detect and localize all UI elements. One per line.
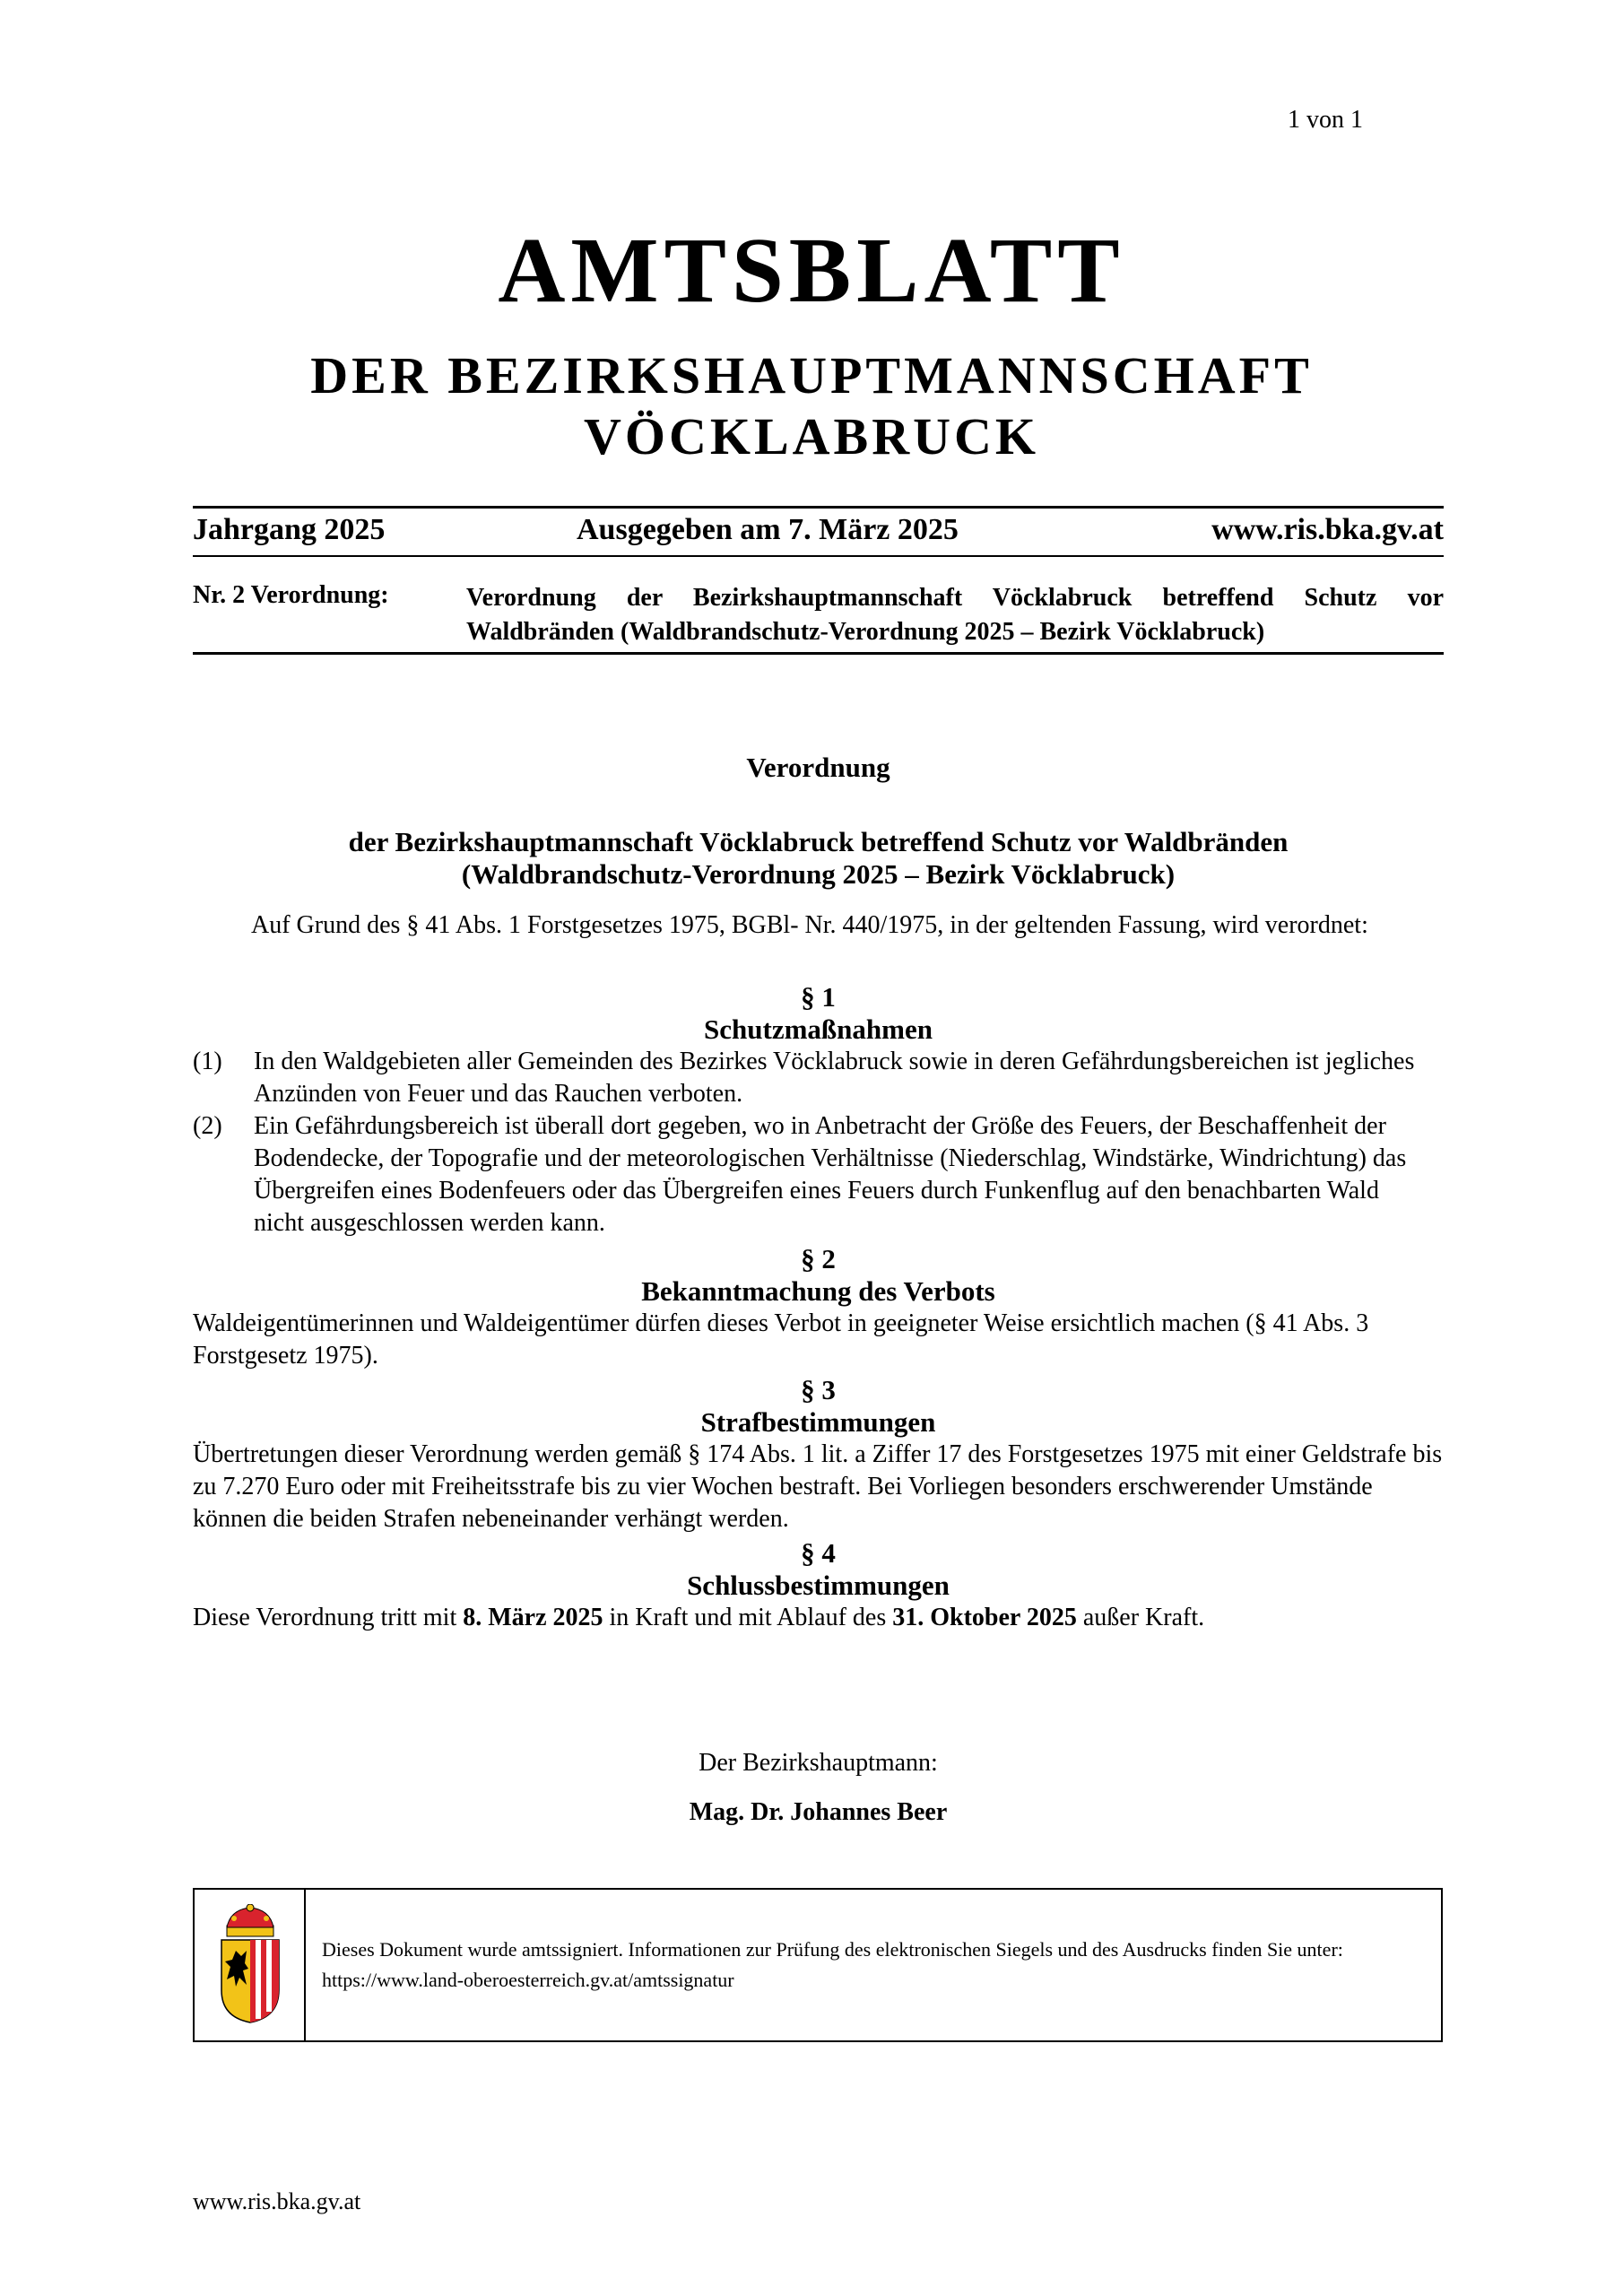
section-3-text: Übertretungen dieser Verordnung werden gemäß § 174 Abs. 1 lit. a Ziffer 17 des Forstgesetzes 1975 mit einer Geldstrafe bis zu 7.270 Euro oder mit Freiheitsstrafe bis zu vier Wochen bestraft. Bei Vorliegen besonders erschwerender Umstände können die beiden Strafen nebeneinander verhängt werden. — [193, 1440, 1443, 1533]
seal-text: Dieses Dokument wurde amtssigniert. Informationen zur Prüfung des elektronischen Siegels und des Ausdrucks finden Sie unter: https://www.land-oberoesterreich.gv.at/amtssignatur — [322, 1938, 1343, 1991]
section-4-text-middle: in Kraft und mit Ablauf des — [603, 1604, 893, 1631]
signature-title: Der Bezirkshauptmann: — [699, 1749, 938, 1777]
footer-link[interactable]: www.ris.bka.gv.at — [193, 2188, 361, 2214]
section-4-title: Schlussbestimmungen — [687, 1570, 950, 1601]
toc-label: Nr. 2 Verordnung: — [193, 581, 389, 609]
section-2-number: § 2 — [801, 1243, 836, 1274]
section-4-number: § 4 — [801, 1537, 836, 1569]
end-date: 31. Oktober 2025 — [892, 1604, 1077, 1631]
document-subheading — [193, 826, 1444, 891]
document-subheading-line1: der Bezirkshauptmannschaft Vöcklabruck betreffend Schutz vor Waldbränden — [348, 826, 1289, 857]
item-number: (2) — [193, 1112, 222, 1140]
official-seal-box — [193, 1888, 1443, 2042]
toc-entry: Verordnung der Bezirkshauptmannschaft Vöcklabruck betreffend Schutz vor Waldbränden (Waldbrandschutz-Verordnung 2025 – Bezirk Vöcklabruck) — [466, 584, 1444, 646]
header-rule-top — [193, 506, 1444, 509]
section-3-number: § 3 — [801, 1374, 836, 1405]
masthead-title: AMTSBLATT — [498, 219, 1125, 322]
header-rule-bottom — [193, 652, 1444, 655]
document-heading: Verordnung — [746, 752, 890, 783]
section-2-title: Bekanntmachung des Verbots — [641, 1275, 995, 1307]
masthead-subtitle — [0, 345, 1623, 467]
issue-info-row — [193, 513, 1444, 549]
header-rule-middle — [193, 555, 1444, 557]
item-number: (1) — [193, 1048, 222, 1075]
section-4-text-after: außer Kraft. — [1076, 1604, 1205, 1631]
issue-site-link[interactable]: www.ris.bka.gv.at — [1211, 513, 1444, 546]
start-date: 8. März 2025 — [463, 1604, 603, 1631]
upper-austria-coat-of-arms-icon — [214, 1904, 286, 2026]
document-subheading-line2: (Waldbrandschutz-Verordnung 2025 – Bezirk Vöcklabruck) — [461, 858, 1176, 890]
signature-name: Mag. Dr. Johannes Beer — [689, 1798, 948, 1826]
section-3-title: Strafbestimmungen — [700, 1406, 936, 1438]
page-number: 1 von 1 — [1288, 106, 1363, 134]
section-4-text-before: Diese Verordnung tritt mit — [193, 1604, 464, 1631]
masthead-subtitle-line1: DER BEZIRKSHAUPTMANNSCHAFT — [310, 346, 1313, 404]
issue-year: Jahrgang 2025 — [193, 513, 386, 546]
issue-date: Ausgegeben am 7. März 2025 — [577, 513, 959, 546]
item-text: Ein Gefährdungsbereich ist überall dort gegeben, wo in Anbetracht der Größe des Feuers, der Beschaffenheit der Bodendecke, der Topografie und der meteorologischen Verhältnisse (Niederschlag, Windstärke, Windrichtung) das Übergreifen eines Bodenfeuers oder das Übergreifen eines Feuers durch Funkenflug auf den benachbarten Wald nicht ausgeschlossen werden kann. — [254, 1112, 1407, 1237]
masthead-subtitle-line2: VÖCKLABRUCK — [583, 407, 1040, 465]
item-text: In den Waldgebieten aller Gemeinden des Bezirkes Vöcklabruck sowie in deren Gefährdungsbereichen ist jegliches Anzünden von Feuer und das Rauchen verboten. — [254, 1048, 1415, 1108]
section-1-number: § 1 — [801, 981, 836, 1013]
section-4-text — [193, 1602, 1444, 1634]
seal-divider — [304, 1890, 306, 2040]
intro-paragraph: Auf Grund des § 41 Abs. 1 Forstgesetzes 1975, BGBl- Nr. 440/1975, in der geltenden Fassung, wird verordnet: — [251, 911, 1368, 939]
section-1-title: Schutzmaßnahmen — [704, 1013, 933, 1045]
section-2-text: Waldeigentümerinnen und Waldeigentümer dürfen dieses Verbot in geeigneter Weise ersichtlich machen (§ 41 Abs. 3 Forstgesetz 1975). — [193, 1309, 1369, 1370]
